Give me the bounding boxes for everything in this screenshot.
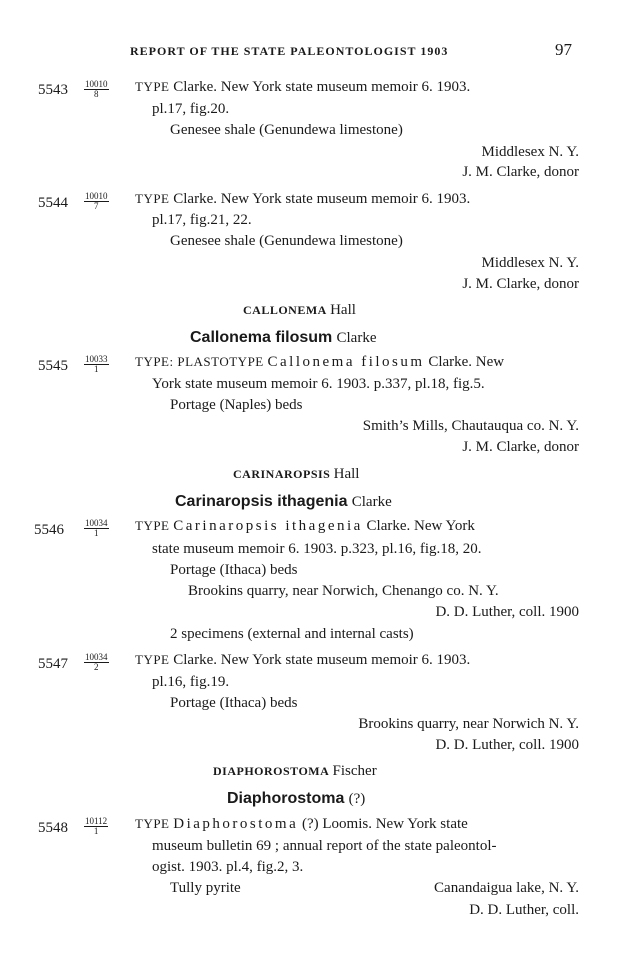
entry-citation: TYPE: PLASTOTYPE Callonema filosum Clarke. New (135, 354, 505, 370)
entry-number: 5546 (34, 522, 64, 538)
entry-locality: Canandaigua lake, N. Y. (434, 880, 579, 896)
genus-heading: CARINAROPSIS Hall (233, 466, 360, 482)
entry-formation: Portage (Ithaca) beds (170, 562, 298, 578)
entry-citation: TYPE Clarke. New York state museum memoir 6. 1903. (135, 652, 471, 668)
entry-formation: Portage (Ithaca) beds (170, 695, 298, 711)
genus-heading: DIAPHOROSTOMA Fischer (213, 763, 377, 779)
page-number: 97 (555, 40, 572, 59)
entry-citation-cont: ogist. 1903. pl.4, fig.2, 3. (152, 859, 304, 875)
entry-donor: D. D. Luther, coll. 1900 (435, 604, 579, 620)
entry-locality: Brookins quarry, near Norwich N. Y. (358, 716, 579, 732)
entry-locality: Smith’s Mills, Chautauqua co. N. Y. (362, 418, 579, 434)
catalog-fraction: $\frac{10010}{7}$ (85, 191, 108, 211)
species-heading: Carinaropsis ithagenia Clarke (175, 493, 392, 510)
catalog-fraction: $\frac{10112}{1}$ (85, 816, 108, 836)
running-header: REPORT OF THE STATE PALEONTOLOGIST 1903 (130, 44, 449, 58)
entry-donor: J. M. Clarke, donor (462, 164, 579, 180)
entry-locality: Middlesex N. Y. (481, 255, 579, 271)
entry-donor: D. D. Luther, coll. (469, 902, 579, 918)
entry-formation: Genesee shale (Genundewa limestone) (170, 122, 403, 138)
catalog-fraction: $\frac{10034}{2}$ (85, 652, 108, 672)
species-heading: Callonema filosum Clarke (190, 329, 377, 346)
entry-citation-cont: York state museum memoir 6. 1903. p.337, pl.18, fig.5. (152, 376, 485, 392)
entry-number: 5544 (38, 195, 68, 211)
genus-heading: CALLONEMA Hall (243, 302, 356, 318)
entry-citation-cont: pl.17, fig.20. (152, 101, 230, 117)
entry-number: 5548 (38, 820, 68, 836)
entry-locality: Brookins quarry, near Norwich, Chenango co. N. Y. (188, 583, 499, 599)
catalog-fraction: $\frac{10034}{1}$ (85, 518, 108, 538)
entry-formation: Genesee shale (Genundewa limestone) (170, 233, 403, 249)
entry-formation: Tully pyrite (170, 880, 241, 896)
entry-number: 5547 (38, 656, 68, 672)
entry-number: 5543 (38, 82, 68, 98)
entry-formation: Portage (Naples) beds (170, 397, 303, 413)
entry-citation: TYPE Carinaropsis ithagenia Clarke. New York (135, 518, 475, 534)
species-heading: Diaphorostoma (?) (227, 790, 366, 807)
entry-citation: TYPE Clarke. New York state museum memoir 6. 1903. (135, 191, 471, 207)
entry-citation-cont: state museum memoir 6. 1903. p.323, pl.16, fig.18, 20. (152, 541, 482, 557)
entry-citation-cont: pl.16, fig.19. (152, 674, 230, 690)
entry-citation-cont: pl.17, fig.21, 22. (152, 212, 252, 228)
entry-donor: J. M. Clarke, donor (462, 439, 579, 455)
entry-number: 5545 (38, 358, 68, 374)
entry-citation: TYPE Diaphorostoma (?) Loomis. New York state (135, 816, 468, 832)
catalog-fraction: $\frac{10010}{8}$ (85, 79, 108, 99)
entry-donor: D. D. Luther, coll. 1900 (435, 737, 579, 753)
entry-citation: TYPE Clarke. New York state museum memoir 6. 1903. (135, 79, 471, 95)
entry-note: 2 specimens (external and internal casts) (170, 626, 414, 642)
entry-citation-cont: museum bulletin 69 ; annual report of the state paleontol- (152, 838, 497, 854)
catalog-fraction: $\frac{10033}{1}$ (85, 354, 108, 374)
entry-donor: J. M. Clarke, donor (462, 276, 579, 292)
entry-locality: Middlesex N. Y. (481, 144, 579, 160)
